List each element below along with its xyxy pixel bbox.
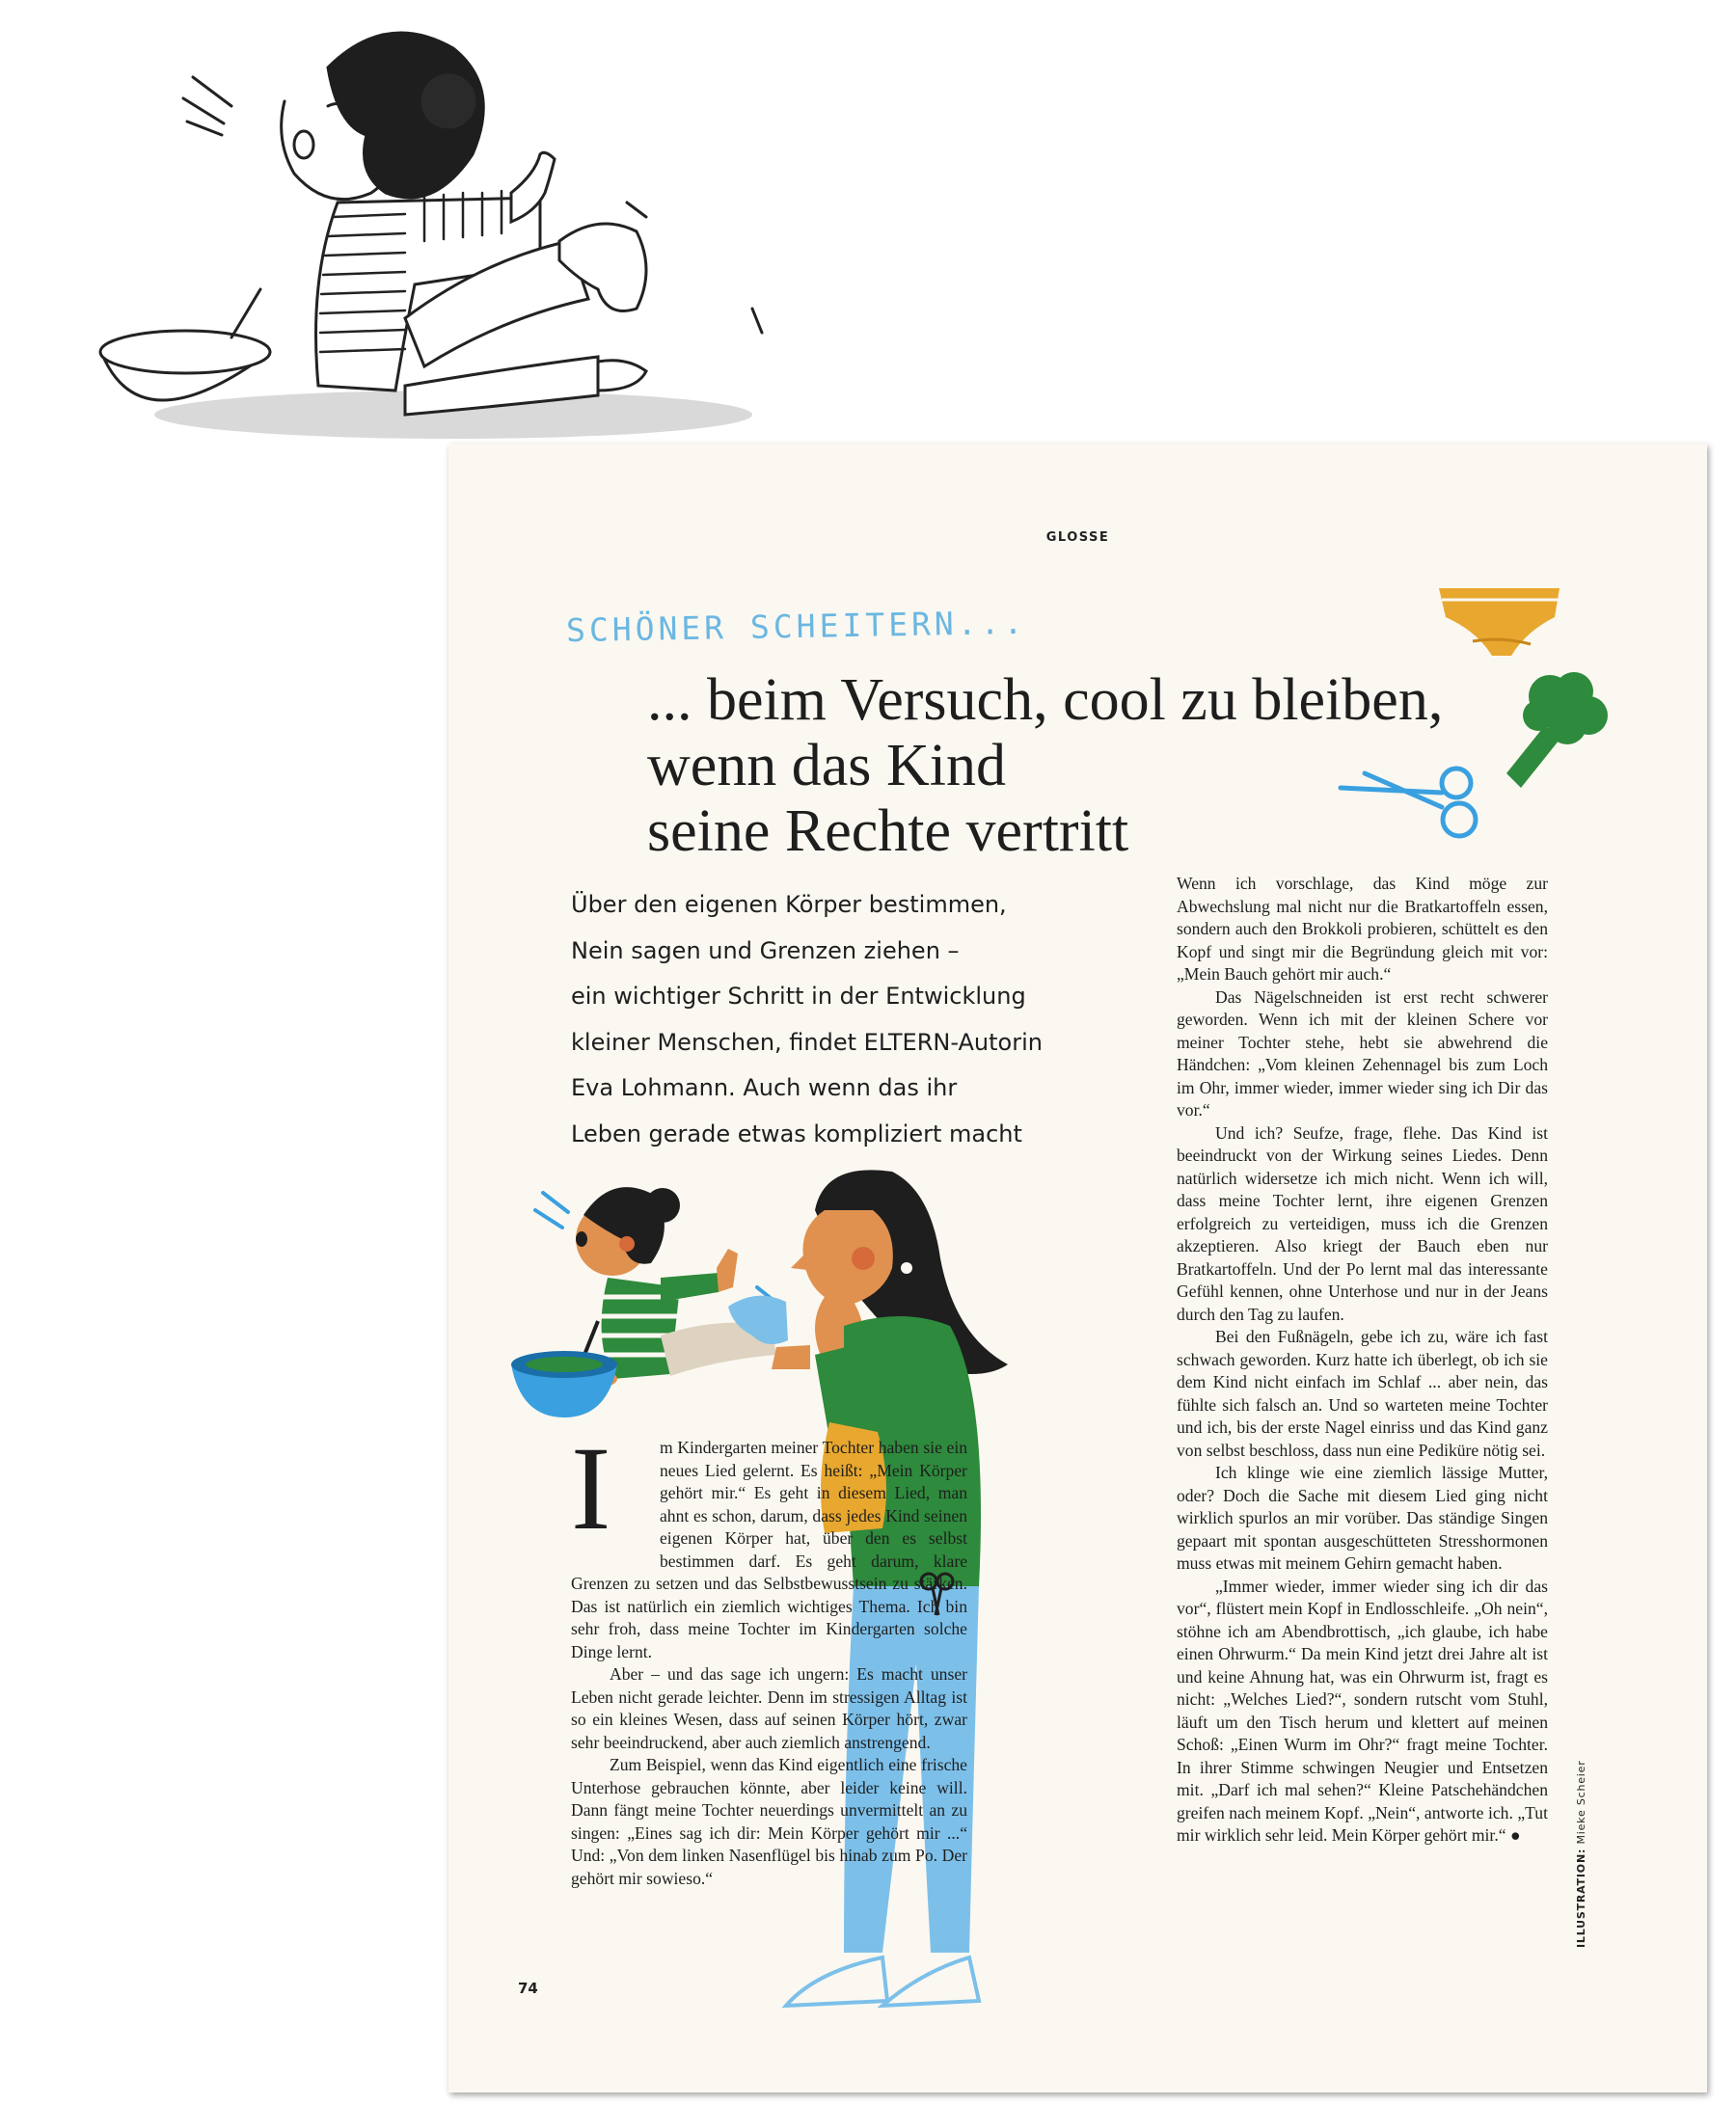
- article-paragraph: m Kindergarten meiner Tochter haben sie ein neues Lied gelernt. Es heißt: „Mein Körper gehört mir.“ Es geht in diesem Lied, man ahnt es schon, darum, dass jedes Kind seinen eigenen Körper hat, über den es selbst bestimmen darf. Es geht darum, klare Grenzen zu setzen und das Selbstbewusstsein zu stärken. Das ist natürlich ein ziemlich wichtiges Thema. Ich bin sehr froh, dass meine Tochter im Kindergarten solche Dinge lernt.: [571, 1438, 967, 1661]
- illustration-credit: [1575, 1760, 1587, 1948]
- article-column-right: [1177, 873, 1548, 1848]
- headline-line-3: seine Rechte vertritt: [647, 798, 1129, 864]
- article-paragraph: [1177, 1576, 1548, 1848]
- intro-text: [571, 882, 1072, 1157]
- sketch-illustration-child: [87, 10, 800, 444]
- intro-line: Nein sagen und Grenzen ziehen –: [571, 936, 960, 964]
- credit-label: ILLUSTRATION:: [1575, 1848, 1587, 1948]
- intro-line: ein wichtiger Schritt in der Entwicklung: [571, 983, 1026, 1010]
- intro-line: Eva Lohmann. Auch wenn das ihr: [571, 1074, 958, 1101]
- credit-name: Mieke Scheier: [1575, 1760, 1587, 1845]
- article-paragraph: Bei den Fußnägeln, gebe ich zu, wäre ich fast schwach geworden. Kurz hatte ich überlegt, ob ich sie dem Kind nicht einfach im Schlaf ... aber nein, das fühlte sich falsch an. Und so warteten meine Tochter und ich, bis der erste Nagel einriss und das Kind ganz von selbst beschloss, dass nun eine Pediküre nötig sei.: [1177, 1327, 1548, 1460]
- article-paragraph: Wenn ich vorschlage, das Kind möge zur Abwechslung mal nicht nur die Bratkartoffeln essen, sondern auch den Brokkoli probieren, schüttelt es den Kopf und singt mir die Begründung gleich mit vor: „Mein Bauch gehört mir auch.“: [1177, 874, 1548, 984]
- scissors-icon: [1336, 754, 1490, 841]
- article-paragraph: Aber – und das sage ich ungern: Es macht unser Leben nicht gerade leichter. Denn im stressigen Alltag ist so ein kleines Wesen, dass auf seinen Körper hört, zwar sehr beeindruckend, aber auch ziemlich anstrengend.: [571, 1664, 967, 1752]
- article-paragraph-text: „Immer wieder, immer wieder sing ich dir das vor“, flüstert mein Kopf in Endlosschleife. „Oh nein“, stöhne ich am Abendbrottisch, „ich glaube, ich habe einen Ohrwurm.“ Da mein Kind jetzt drei Jahre alt ist und keine Ahnung hat, was ein Ohrwurm ist, fragt es nicht: „Welches Lied?“, sondern rutscht vom Stuhl, läuft um den Tisch herum und klettert auf meinen Schoß: „Einen Wurm im Ohr?“ fragt meine Tochter. In ihrer Stimme schwingen Neugier und Entsetzen mit. „Darf ich mal sehen?“ Kleine Patschehändchen greifen nach meinem Kopf. „Nein“, antworte ich. „Tut mir wirklich sehr leid. Mein Körper gehört mir.“: [1177, 1576, 1548, 1845]
- section-kicker: GLOSSE: [1045, 530, 1110, 545]
- article-paragraph: Ich klinge wie eine ziemlich lässige Mutter, oder? Doch die Sache mit diesem Lied ging nicht wirklich spurlos an mir vorüber. Das ständige Singen gepaart mit spontan ausgeschütteten Stresshormonen muss etwas mit meinem Gehirn gemacht haben.: [1177, 1463, 1548, 1573]
- broccoli-icon: [1492, 667, 1613, 793]
- page-number: 74: [518, 1980, 538, 1997]
- magazine-page: [448, 444, 1707, 2092]
- drop-cap: I: [571, 1422, 611, 1554]
- article-paragraph: Und ich? Seufze, frage, flehe. Das Kind ist beeindruckt von der Wirkung seines Liedes. Denn natürlich widersetze ich mich nicht. Wenn ich will, dass meine Tochter lernt, ihre eigenen Grenzen erfolgreich zu verteidigen, muss ich die Grenzen akzeptieren. Also kriegt der Bauch eben nur Bratkartoffeln. Und der Po lernt mal das interessante Gefühl kennen, ohne Unterhose und nur in der Jeans durch den Tag zu laufen.: [1177, 1122, 1548, 1324]
- article-column-left: [571, 1422, 967, 1890]
- article-paragraph: Das Nägelschneiden ist erst recht schwerer geworden. Wenn ich mit der kleinen Schere vor meiner Tochter stehe, hebt sie abwehrend die Händchen: „Vom kleinen Zehennagel bis zum Loch im Ohr, immer wieder, immer wieder sing ich Dir das vor.“: [1177, 986, 1548, 1120]
- end-mark-icon: ●: [1509, 1825, 1521, 1845]
- underpants-icon: [1434, 579, 1569, 675]
- headline-line-2: wenn das Kind: [647, 733, 1006, 798]
- series-title: SCHÖNER SCHEITERN...: [565, 603, 1027, 650]
- intro-line: Leben gerade etwas kompliziert macht: [571, 1120, 1022, 1147]
- bowl-icon: [511, 1321, 622, 1417]
- intro-line: Über den eigenen Körper bestimmen,: [571, 891, 1007, 918]
- headline-line-1: ... beim Versuch, cool zu bleiben,: [647, 667, 1444, 733]
- intro-line: kleiner Menschen, findet ELTERN-Autorin: [571, 1028, 1043, 1056]
- article-paragraph: Zum Beispiel, wenn das Kind eigentlich eine frische Unterhose gebrauchen könnte, aber leider keine will. Dann fängt meine Tochter neuerdings unvermittelt an zu singen: „Eines sag ich dir: Mein Körper gehört mir ...“ Und: „Von dem linken Nasenflügel bis hinab zum Po. Der gehört mir sowieso.“: [571, 1755, 967, 1888]
